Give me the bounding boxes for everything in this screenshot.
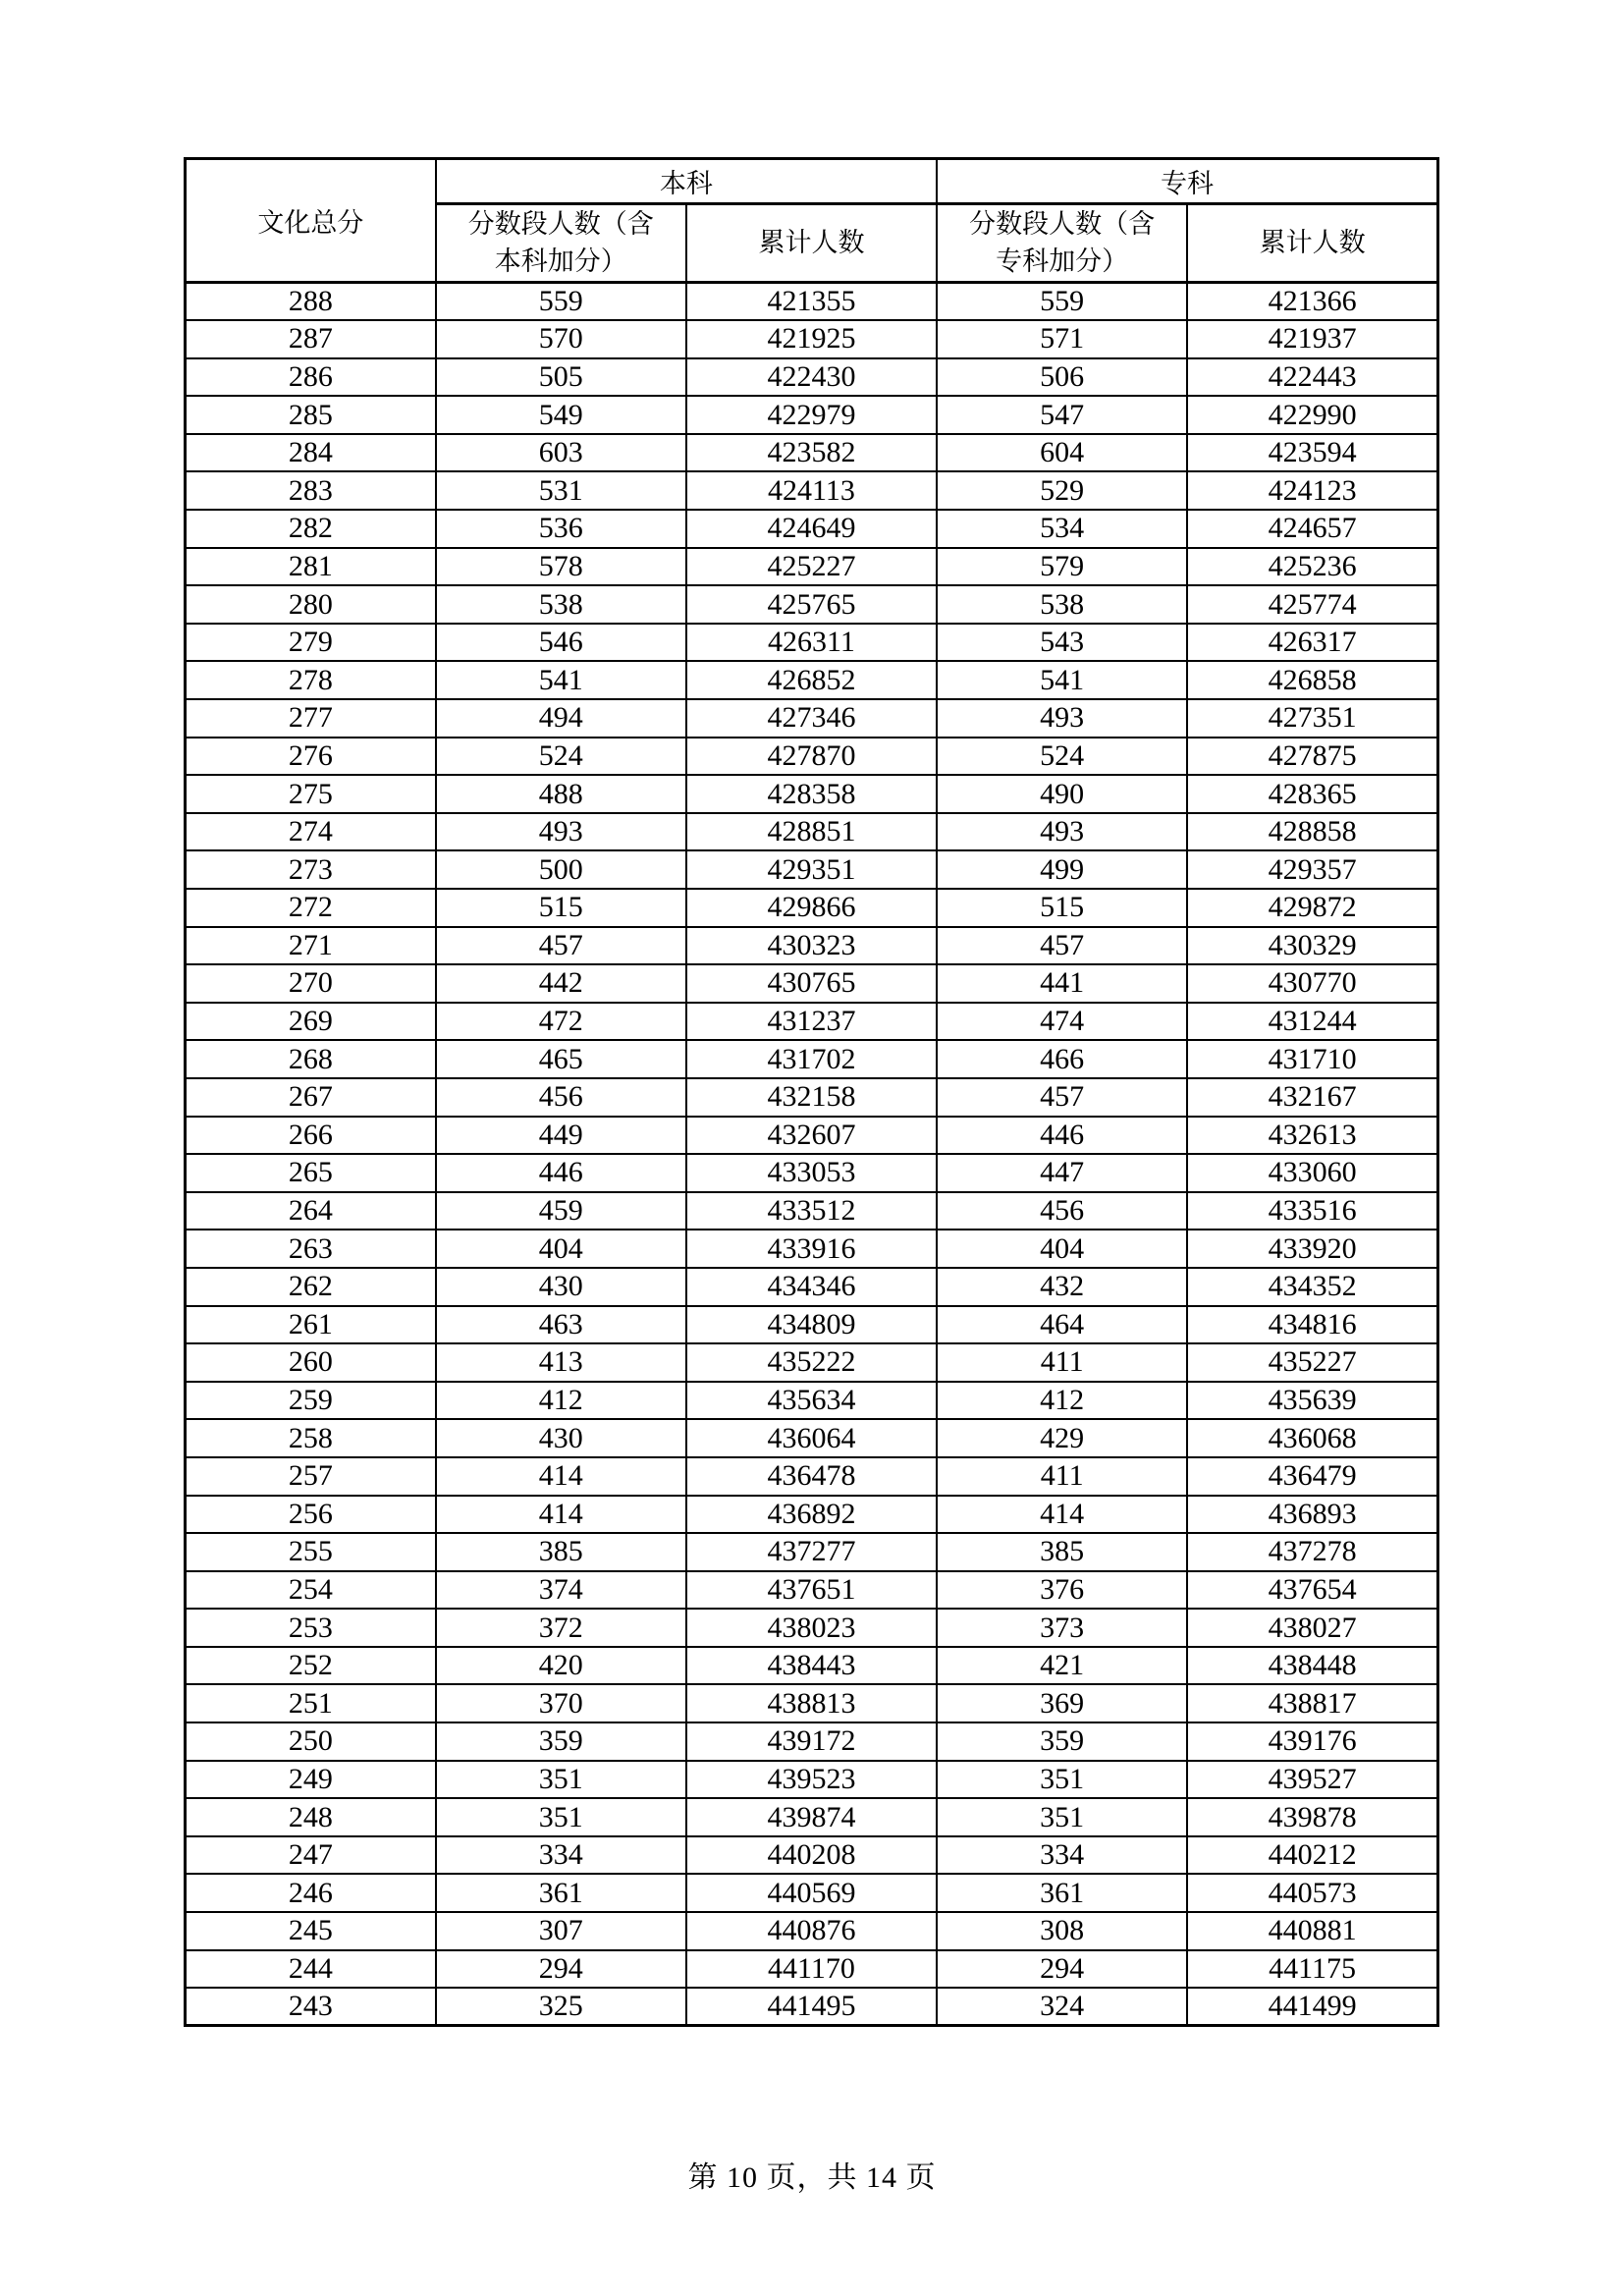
cell-benke-cumulative-count: 441170 (686, 1950, 937, 1989)
cell-total-score: 278 (186, 661, 436, 699)
table-row (186, 1117, 1438, 1155)
cell-benke-segment-count: 524 (436, 738, 686, 776)
cell-total-score: 285 (186, 396, 436, 434)
table-row (186, 1419, 1438, 1457)
cell-zhuanke-cumulative-count: 438817 (1187, 1684, 1437, 1722)
cell-zhuanke-cumulative-count: 431710 (1187, 1040, 1437, 1078)
table-row (186, 1343, 1438, 1382)
cell-benke-cumulative-count: 433053 (686, 1154, 937, 1192)
cell-benke-cumulative-count: 432607 (686, 1117, 937, 1155)
table-row (186, 1609, 1438, 1647)
cell-total-score: 263 (186, 1230, 436, 1268)
cell-benke-cumulative-count: 432158 (686, 1078, 937, 1117)
table-row (186, 1003, 1438, 1041)
cell-zhuanke-segment-count: 447 (937, 1154, 1187, 1192)
table-row (186, 889, 1438, 927)
cell-zhuanke-segment-count: 351 (937, 1761, 1187, 1799)
cell-total-score: 261 (186, 1306, 436, 1344)
cell-zhuanke-cumulative-count: 424123 (1187, 471, 1437, 510)
cell-zhuanke-cumulative-count: 440881 (1187, 1912, 1437, 1950)
cell-zhuanke-segment-count: 411 (937, 1457, 1187, 1496)
table-row (186, 1382, 1438, 1420)
cell-zhuanke-segment-count: 446 (937, 1117, 1187, 1155)
cell-total-score: 279 (186, 624, 436, 662)
cell-benke-cumulative-count: 435634 (686, 1382, 937, 1420)
cell-benke-segment-count: 430 (436, 1268, 686, 1306)
cell-zhuanke-segment-count: 351 (937, 1798, 1187, 1836)
table-row (186, 1571, 1438, 1610)
cell-zhuanke-cumulative-count: 432167 (1187, 1078, 1437, 1117)
cell-zhuanke-cumulative-count: 421937 (1187, 320, 1437, 358)
cell-zhuanke-cumulative-count: 439527 (1187, 1761, 1437, 1799)
cell-benke-cumulative-count: 429351 (686, 850, 937, 889)
cell-zhuanke-segment-count: 506 (937, 358, 1187, 397)
table-row (186, 434, 1438, 472)
cell-zhuanke-segment-count: 466 (937, 1040, 1187, 1078)
table-row (186, 850, 1438, 889)
cell-zhuanke-cumulative-count: 441175 (1187, 1950, 1437, 1989)
cell-zhuanke-cumulative-count: 430770 (1187, 964, 1437, 1003)
header-benke-cumulative-count: 累计人数 (686, 204, 937, 283)
cell-zhuanke-cumulative-count: 430329 (1187, 927, 1437, 965)
cell-zhuanke-segment-count: 457 (937, 1078, 1187, 1117)
cell-zhuanke-segment-count: 324 (937, 1988, 1187, 2026)
cell-zhuanke-cumulative-count: 439176 (1187, 1722, 1437, 1761)
table-row (186, 1078, 1438, 1117)
table-row (186, 1306, 1438, 1344)
cell-zhuanke-segment-count: 373 (937, 1609, 1187, 1647)
cell-zhuanke-segment-count: 543 (937, 624, 1187, 662)
table-row (186, 1496, 1438, 1534)
cell-zhuanke-segment-count: 414 (937, 1496, 1187, 1534)
cell-benke-segment-count: 370 (436, 1684, 686, 1722)
cell-benke-segment-count: 505 (436, 358, 686, 397)
cell-zhuanke-cumulative-count: 435639 (1187, 1382, 1437, 1420)
table-row (186, 1230, 1438, 1268)
cell-benke-segment-count: 603 (436, 434, 686, 472)
cell-zhuanke-cumulative-count: 425774 (1187, 585, 1437, 624)
cell-total-score: 262 (186, 1268, 436, 1306)
cell-benke-segment-count: 414 (436, 1496, 686, 1534)
cell-zhuanke-cumulative-count: 423594 (1187, 434, 1437, 472)
cell-total-score: 276 (186, 738, 436, 776)
cell-benke-cumulative-count: 434346 (686, 1268, 937, 1306)
cell-benke-segment-count: 559 (436, 283, 686, 321)
cell-benke-segment-count: 546 (436, 624, 686, 662)
cell-total-score: 274 (186, 813, 436, 851)
cell-benke-cumulative-count: 438443 (686, 1647, 937, 1685)
cell-zhuanke-cumulative-count: 437278 (1187, 1533, 1437, 1571)
cell-total-score: 267 (186, 1078, 436, 1117)
cell-total-score: 275 (186, 775, 436, 813)
cell-zhuanke-segment-count: 385 (937, 1533, 1187, 1571)
cell-total-score: 269 (186, 1003, 436, 1041)
cell-zhuanke-cumulative-count: 438027 (1187, 1609, 1437, 1647)
table-row (186, 1874, 1438, 1912)
table-row (186, 1040, 1438, 1078)
cell-zhuanke-segment-count: 604 (937, 434, 1187, 472)
cell-benke-cumulative-count: 424649 (686, 510, 937, 548)
cell-benke-cumulative-count: 441495 (686, 1988, 937, 2026)
table-row (186, 1684, 1438, 1722)
cell-benke-cumulative-count: 439172 (686, 1722, 937, 1761)
cell-benke-segment-count: 536 (436, 510, 686, 548)
cell-zhuanke-segment-count: 294 (937, 1950, 1187, 1989)
cell-benke-segment-count: 549 (436, 396, 686, 434)
cell-benke-segment-count: 446 (436, 1154, 686, 1192)
cell-total-score: 271 (186, 927, 436, 965)
header-total-score: 文化总分 (186, 159, 436, 283)
cell-benke-segment-count: 359 (436, 1722, 686, 1761)
cell-benke-cumulative-count: 430323 (686, 927, 937, 965)
cell-benke-segment-count: 457 (436, 927, 686, 965)
cell-zhuanke-segment-count: 359 (937, 1722, 1187, 1761)
cell-total-score: 245 (186, 1912, 436, 1950)
cell-zhuanke-segment-count: 441 (937, 964, 1187, 1003)
cell-benke-cumulative-count: 440876 (686, 1912, 937, 1950)
cell-total-score: 264 (186, 1192, 436, 1230)
cell-benke-segment-count: 494 (436, 699, 686, 738)
cell-zhuanke-segment-count: 457 (937, 927, 1187, 965)
cell-zhuanke-segment-count: 334 (937, 1836, 1187, 1875)
cell-zhuanke-segment-count: 421 (937, 1647, 1187, 1685)
cell-benke-cumulative-count: 431702 (686, 1040, 937, 1078)
table-row (186, 320, 1438, 358)
table-row (186, 471, 1438, 510)
cell-zhuanke-cumulative-count: 422443 (1187, 358, 1437, 397)
cell-benke-cumulative-count: 428358 (686, 775, 937, 813)
cell-benke-cumulative-count: 438023 (686, 1609, 937, 1647)
cell-benke-segment-count: 531 (436, 471, 686, 510)
table-row (186, 1192, 1438, 1230)
cell-zhuanke-cumulative-count: 429872 (1187, 889, 1437, 927)
cell-benke-segment-count: 578 (436, 548, 686, 586)
cell-total-score: 256 (186, 1496, 436, 1534)
cell-benke-cumulative-count: 426311 (686, 624, 937, 662)
table-row (186, 396, 1438, 434)
cell-zhuanke-cumulative-count: 436479 (1187, 1457, 1437, 1496)
cell-zhuanke-segment-count: 474 (937, 1003, 1187, 1041)
cell-benke-cumulative-count: 437277 (686, 1533, 937, 1571)
page-footer: 第 10 页，共 14 页 (687, 2161, 937, 2194)
cell-zhuanke-segment-count: 464 (937, 1306, 1187, 1344)
cell-total-score: 281 (186, 548, 436, 586)
cell-benke-segment-count: 334 (436, 1836, 686, 1875)
cell-zhuanke-segment-count: 538 (937, 585, 1187, 624)
cell-benke-segment-count: 472 (436, 1003, 686, 1041)
cell-total-score: 248 (186, 1798, 436, 1836)
cell-zhuanke-cumulative-count: 440212 (1187, 1836, 1437, 1875)
cell-benke-segment-count: 351 (436, 1798, 686, 1836)
cell-zhuanke-cumulative-count: 421366 (1187, 283, 1437, 321)
score-distribution-table (184, 157, 1439, 2027)
cell-benke-segment-count: 449 (436, 1117, 686, 1155)
cell-total-score: 280 (186, 585, 436, 624)
cell-benke-segment-count: 430 (436, 1419, 686, 1457)
cell-total-score: 273 (186, 850, 436, 889)
cell-zhuanke-segment-count: 579 (937, 548, 1187, 586)
cell-benke-cumulative-count: 429866 (686, 889, 937, 927)
cell-zhuanke-segment-count: 534 (937, 510, 1187, 548)
cell-benke-segment-count: 372 (436, 1609, 686, 1647)
table-row (186, 1761, 1438, 1799)
cell-benke-cumulative-count: 424113 (686, 471, 937, 510)
cell-zhuanke-cumulative-count: 434352 (1187, 1268, 1437, 1306)
cell-total-score: 286 (186, 358, 436, 397)
cell-zhuanke-segment-count: 490 (937, 775, 1187, 813)
cell-total-score: 246 (186, 1874, 436, 1912)
cell-total-score: 265 (186, 1154, 436, 1192)
table-row (186, 1154, 1438, 1192)
cell-benke-segment-count: 414 (436, 1457, 686, 1496)
cell-benke-cumulative-count: 430765 (686, 964, 937, 1003)
table-row (186, 510, 1438, 548)
cell-benke-cumulative-count: 422979 (686, 396, 937, 434)
cell-zhuanke-cumulative-count: 428858 (1187, 813, 1437, 851)
cell-zhuanke-segment-count: 411 (937, 1343, 1187, 1382)
cell-total-score: 288 (186, 283, 436, 321)
table-row (186, 624, 1438, 662)
cell-benke-cumulative-count: 426852 (686, 661, 937, 699)
cell-zhuanke-segment-count: 559 (937, 283, 1187, 321)
table-row (186, 661, 1438, 699)
cell-total-score: 244 (186, 1950, 436, 1989)
cell-benke-segment-count: 351 (436, 1761, 686, 1799)
cell-zhuanke-cumulative-count: 427351 (1187, 699, 1437, 738)
table-row (186, 964, 1438, 1003)
cell-zhuanke-cumulative-count: 428365 (1187, 775, 1437, 813)
cell-benke-cumulative-count: 433916 (686, 1230, 937, 1268)
header-zhuanke-cumulative-count: 累计人数 (1187, 204, 1437, 283)
cell-benke-cumulative-count: 436892 (686, 1496, 937, 1534)
header-group-benke: 本科 (436, 159, 937, 204)
cell-benke-segment-count: 456 (436, 1078, 686, 1117)
cell-zhuanke-cumulative-count: 433516 (1187, 1192, 1437, 1230)
table-row (186, 738, 1438, 776)
cell-benke-cumulative-count: 440208 (686, 1836, 937, 1875)
cell-benke-cumulative-count: 439523 (686, 1761, 937, 1799)
header-group-zhuanke: 专科 (937, 159, 1437, 204)
cell-benke-segment-count: 488 (436, 775, 686, 813)
cell-total-score: 253 (186, 1609, 436, 1647)
cell-zhuanke-segment-count: 493 (937, 699, 1187, 738)
cell-zhuanke-segment-count: 493 (937, 813, 1187, 851)
cell-benke-segment-count: 465 (436, 1040, 686, 1078)
table-row (186, 1722, 1438, 1761)
cell-total-score: 277 (186, 699, 436, 738)
cell-total-score: 243 (186, 1988, 436, 2026)
table-row (186, 1836, 1438, 1875)
cell-total-score: 282 (186, 510, 436, 548)
cell-zhuanke-segment-count: 456 (937, 1192, 1187, 1230)
table-row (186, 775, 1438, 813)
table-row (186, 1950, 1438, 1989)
cell-zhuanke-cumulative-count: 426317 (1187, 624, 1437, 662)
cell-benke-segment-count: 493 (436, 813, 686, 851)
cell-zhuanke-cumulative-count: 431244 (1187, 1003, 1437, 1041)
cell-benke-cumulative-count: 436478 (686, 1457, 937, 1496)
cell-total-score: 249 (186, 1761, 436, 1799)
cell-benke-segment-count: 361 (436, 1874, 686, 1912)
cell-total-score: 260 (186, 1343, 436, 1382)
cell-benke-segment-count: 442 (436, 964, 686, 1003)
cell-total-score: 270 (186, 964, 436, 1003)
cell-zhuanke-cumulative-count: 422990 (1187, 396, 1437, 434)
cell-zhuanke-cumulative-count: 425236 (1187, 548, 1437, 586)
cell-benke-segment-count: 570 (436, 320, 686, 358)
cell-zhuanke-cumulative-count: 424657 (1187, 510, 1437, 548)
cell-benke-segment-count: 307 (436, 1912, 686, 1950)
cell-benke-cumulative-count: 431237 (686, 1003, 937, 1041)
cell-benke-segment-count: 413 (436, 1343, 686, 1382)
cell-benke-segment-count: 515 (436, 889, 686, 927)
table-row (186, 283, 1438, 321)
cell-total-score: 258 (186, 1419, 436, 1457)
cell-benke-cumulative-count: 435222 (686, 1343, 937, 1382)
cell-benke-cumulative-count: 433512 (686, 1192, 937, 1230)
cell-benke-cumulative-count: 423582 (686, 434, 937, 472)
cell-benke-segment-count: 385 (436, 1533, 686, 1571)
cell-benke-cumulative-count: 422430 (686, 358, 937, 397)
header-zhuanke-segment-count: 分数段人数（含专科加分） (937, 204, 1187, 283)
cell-zhuanke-segment-count: 524 (937, 738, 1187, 776)
cell-benke-segment-count: 374 (436, 1571, 686, 1610)
table-row (186, 699, 1438, 738)
cell-zhuanke-cumulative-count: 441499 (1187, 1988, 1437, 2026)
table-group-header-row (186, 159, 1438, 204)
cell-zhuanke-segment-count: 361 (937, 1874, 1187, 1912)
cell-zhuanke-cumulative-count: 427875 (1187, 738, 1437, 776)
cell-total-score: 254 (186, 1571, 436, 1610)
table-row (186, 1533, 1438, 1571)
cell-zhuanke-cumulative-count: 433060 (1187, 1154, 1437, 1192)
cell-zhuanke-segment-count: 541 (937, 661, 1187, 699)
cell-benke-segment-count: 459 (436, 1192, 686, 1230)
cell-total-score: 283 (186, 471, 436, 510)
cell-benke-segment-count: 463 (436, 1306, 686, 1344)
cell-benke-cumulative-count: 428851 (686, 813, 937, 851)
cell-benke-cumulative-count: 434809 (686, 1306, 937, 1344)
cell-zhuanke-cumulative-count: 432613 (1187, 1117, 1437, 1155)
table-row (186, 548, 1438, 586)
cell-total-score: 252 (186, 1647, 436, 1685)
cell-benke-segment-count: 500 (436, 850, 686, 889)
cell-total-score: 255 (186, 1533, 436, 1571)
cell-zhuanke-segment-count: 308 (937, 1912, 1187, 1950)
cell-total-score: 284 (186, 434, 436, 472)
cell-zhuanke-cumulative-count: 440573 (1187, 1874, 1437, 1912)
cell-benke-cumulative-count: 439874 (686, 1798, 937, 1836)
cell-total-score: 272 (186, 889, 436, 927)
cell-benke-cumulative-count: 427346 (686, 699, 937, 738)
cell-benke-segment-count: 404 (436, 1230, 686, 1268)
cell-total-score: 257 (186, 1457, 436, 1496)
cell-total-score: 268 (186, 1040, 436, 1078)
table-row (186, 1457, 1438, 1496)
cell-total-score: 247 (186, 1836, 436, 1875)
cell-benke-cumulative-count: 436064 (686, 1419, 937, 1457)
cell-zhuanke-segment-count: 369 (937, 1684, 1187, 1722)
cell-zhuanke-segment-count: 376 (937, 1571, 1187, 1610)
cell-zhuanke-cumulative-count: 436893 (1187, 1496, 1437, 1534)
cell-benke-cumulative-count: 425227 (686, 548, 937, 586)
table-row (186, 358, 1438, 397)
cell-zhuanke-cumulative-count: 435227 (1187, 1343, 1437, 1382)
cell-zhuanke-cumulative-count: 438448 (1187, 1647, 1437, 1685)
cell-zhuanke-cumulative-count: 436068 (1187, 1419, 1437, 1457)
cell-benke-cumulative-count: 437651 (686, 1571, 937, 1610)
cell-total-score: 251 (186, 1684, 436, 1722)
cell-benke-cumulative-count: 440569 (686, 1874, 937, 1912)
cell-zhuanke-segment-count: 547 (937, 396, 1187, 434)
cell-benke-segment-count: 294 (436, 1950, 686, 1989)
cell-zhuanke-cumulative-count: 429357 (1187, 850, 1437, 889)
cell-benke-segment-count: 420 (436, 1647, 686, 1685)
cell-zhuanke-segment-count: 571 (937, 320, 1187, 358)
cell-zhuanke-segment-count: 404 (937, 1230, 1187, 1268)
cell-zhuanke-cumulative-count: 434816 (1187, 1306, 1437, 1344)
cell-benke-cumulative-count: 421355 (686, 283, 937, 321)
cell-zhuanke-cumulative-count: 437654 (1187, 1571, 1437, 1610)
table-row (186, 1647, 1438, 1685)
header-benke-segment-count: 分数段人数（含本科加分） (436, 204, 686, 283)
table-row (186, 1798, 1438, 1836)
cell-total-score: 266 (186, 1117, 436, 1155)
cell-zhuanke-segment-count: 529 (937, 471, 1187, 510)
table-row (186, 1268, 1438, 1306)
cell-benke-cumulative-count: 438813 (686, 1684, 937, 1722)
table-body (186, 283, 1438, 2026)
cell-benke-cumulative-count: 427870 (686, 738, 937, 776)
table-row (186, 1988, 1438, 2026)
cell-zhuanke-cumulative-count: 433920 (1187, 1230, 1437, 1268)
cell-benke-segment-count: 412 (436, 1382, 686, 1420)
cell-zhuanke-segment-count: 412 (937, 1382, 1187, 1420)
table-row (186, 1912, 1438, 1950)
cell-zhuanke-segment-count: 432 (937, 1268, 1187, 1306)
cell-zhuanke-cumulative-count: 426858 (1187, 661, 1437, 699)
cell-total-score: 259 (186, 1382, 436, 1420)
cell-zhuanke-segment-count: 429 (937, 1419, 1187, 1457)
cell-benke-cumulative-count: 421925 (686, 320, 937, 358)
cell-zhuanke-cumulative-count: 439878 (1187, 1798, 1437, 1836)
cell-benke-cumulative-count: 425765 (686, 585, 937, 624)
cell-zhuanke-segment-count: 515 (937, 889, 1187, 927)
table-row (186, 813, 1438, 851)
table-row (186, 585, 1438, 624)
table-row (186, 927, 1438, 965)
cell-benke-segment-count: 325 (436, 1988, 686, 2026)
cell-benke-segment-count: 541 (436, 661, 686, 699)
cell-benke-segment-count: 538 (436, 585, 686, 624)
cell-total-score: 250 (186, 1722, 436, 1761)
cell-total-score: 287 (186, 320, 436, 358)
cell-zhuanke-segment-count: 499 (937, 850, 1187, 889)
